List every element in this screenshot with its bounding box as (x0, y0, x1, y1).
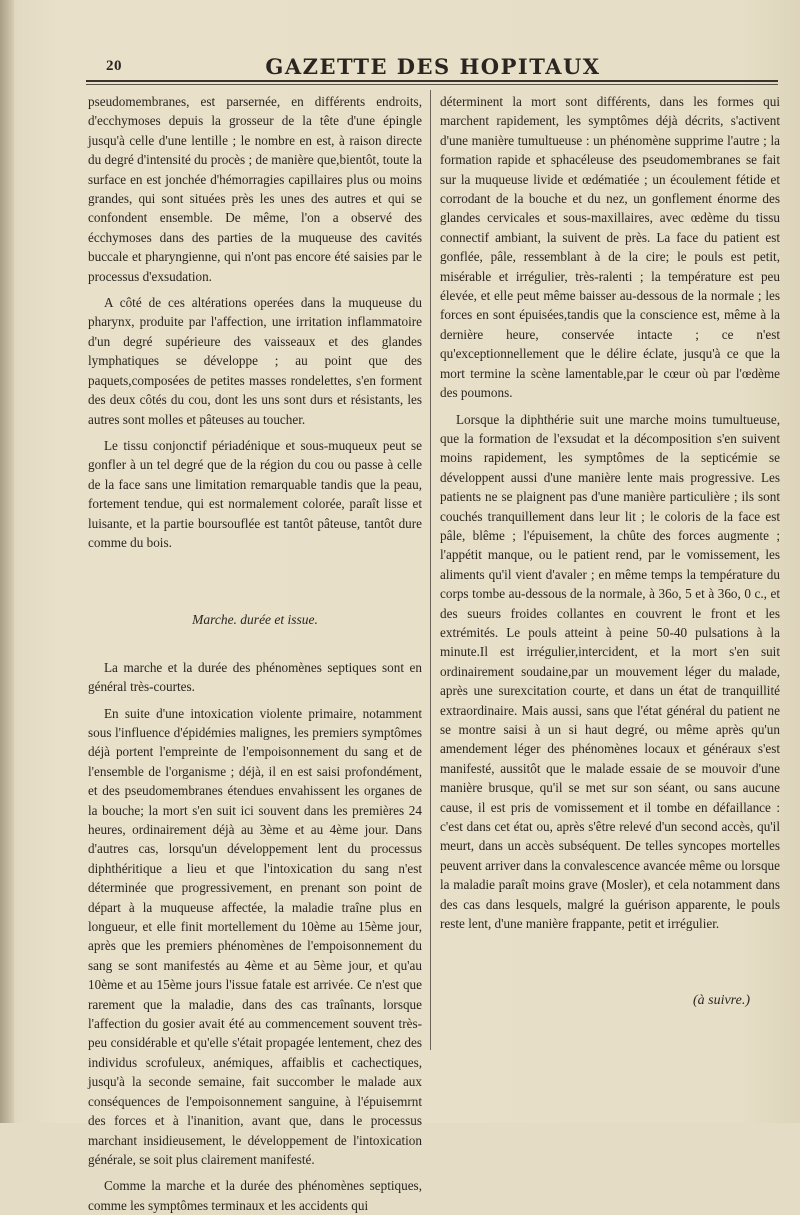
header-rule-thin (86, 84, 778, 85)
paragraph: Le tissu conjonctif périadénique et sous-muqueux peut se gonfler à un tel degré que de la région du cou ou passe à celle de la face sans une limitation remarquable tandis que la peau, fortement tendue, qui est normalement colorée, paraît lisse et luisante, et la partie boursouflée est tantôt pâteuse, tantôt dure comme du bois. (88, 437, 422, 550)
right-column (440, 92, 780, 1011)
column-divider (430, 90, 431, 1050)
page-header (86, 54, 780, 88)
paragraph: La marche et la durée des phénomènes septiques sont en général très-courtes. (88, 659, 422, 695)
header-rule (86, 80, 778, 82)
left-column (88, 92, 422, 1215)
section-heading: Marche. durée et issue. (192, 612, 318, 628)
page-spine-shadow (0, 0, 14, 1123)
paragraph: Lorsque la diphthérie suit une marche moins tumultueuse, que la formation de l'exsudat et la décomposition s'en suivent moins rapidement, les symptômes de la septicémie se développent aussi d'une manière lente mais progressive. Les patients ne se plaignent pas d'une manière particulière ; ils sont couchés tranquillement dans leur lit ; le coloris de la face est pâle, blême ; l'épuisement, la chûte des forces augmente ; l'appétit manque, ou le patient rend, par le vomissement, les aliments qu'il vient d'avaler ; en même temps la température du corps tombe au-dessous de la normale, à 36o, 5 et à 36o, 0 c., et des sueurs froides collantes en couvrent le front et les extrémités. Le pouls atteint à peine 50-40 pulsations à la minute.Il est irrégulier,intercident, et la mort s'en suit ordinairement soudaine,par un mouvement léger du malade, après une surexcitation courte, et dans un état de tranquillité extraordinaire. Mais aussi, sans que l'état général du patient ne se montre saisi à un si haut degré, ou même après qu'un amendement léger des phénomènes locaux et généraux s'est manifesté, aussitôt que le malade essaie de se mouvoir d'une manière brusque, qu'il se met sur son séant, ou sans aucune cause, il est pris de vomissement et il tombe en défaillance : c'est dans cet état ou, après s'être relevé d'un second accès, qu'il meurt, dans un accès subséquent. De telles syncopes mortelles peuvent arriver dans la convalescence avancée même ou lorsque la maladie paraît moins grave (Mosler), et cela notamment dans des cas dans lesquels, malgré la guérison apparente, le pouls reste lent, d'une manière frappante, petit et irrégulier. (440, 411, 780, 932)
paragraph: Comme la marche et la durée des phénomènes septiques, comme les symptômes terminaux et les accidents qui (88, 1178, 422, 1213)
to-be-continued-note: (à suivre.) (692, 993, 750, 1009)
paragraph: En suite d'une intoxication violente primaire, notamment sous l'influence d'épidémies malignes, les premiers symptômes déjà portent l'empreinte de l'empoisonnement du sang et de l'ensemble de l'organisme ; déjà, il en est saisi profondément, et des pseudomembranes étendues envahissent les organes de la bouche; la mort s'en suit ici souvent dans les premières 24 heures, ordinairement déjà au 3ème et au 4ème jour. Dans d'autres cas, lorsqu'un développement lent du processus diphthéritique a lieu et que l'intoxication du sang n'est déterminée que progressivement, en prenant son point de départ à la muqueuse affectée, la maladie traîne plus en longueur, et elle finit mortellement du 10ème au 15ème jour, après que les premiers phénomènes de l'empoisonnement du sang se sont manifestés au 4ème et au 5ème jour, et qu'au 10ème et au 15ème jours l'issue fatale est arrivée. Ce n'est que rarement que la maladie, dans des cas traînants, lorsque l'affection du gosier avait été au commencement souvent très-peu considérable et qu'elle s'était propagée lentement, chez des individus scrofuleux, anémiques, affaiblis et cachectiques, jusqu'à la seconde semaine, fait succomber le malade aux conséquences de l'empoisonnement sanguine, à l'épuisemrnt des forces et à l'inanition, avant que, dans le processus marchant insidieusement, le développement de l'intoxication générale, se soit plus clairement manifesté. (88, 705, 422, 1167)
paragraph: A côté de ces altérations operées dans la muqueuse du pharynx, produite par l'affection, une irritation inflammatoire d'un degré supérieure des vaisseaux et des glandes lymphatiques se développe ; au point que des paquets,composées de petites masses rondelettes, s'en forment des deux côtés du cou, dont les uns sont durs et résistants, les autres sont molles et pâteuses au toucher. (88, 295, 422, 427)
paragraph: déterminent la mort sont différents, dans les formes qui marchent rapidement, les symptômes déjà décrits, s'activent d'une manière tumultueuse : un phénomène supprime l'autre ; la formation rapide et sphacéleuse des pseudomembranes se fait sur la muqueuse livide et œdématiée ; un écoulement fétide et corrodant de la bouche et du nez, un gonflement énorme des glandes cervicales et sous-maxillaires, avec œdème du tissu connectif ambiant, la suivent de près. La face du patient est gonflée, pâle, ressemblant à de la cire; le pouls est petit, misérable et irrégulier, très-ralenti ; la température est peu élevée, et elle peut même baisser au-dessous de la normale ; les forces en sont épuisées,tandis que la conscience est, même à la dernière heure, conservée intacte ; ce n'est qu'exceptionnellement que le délire éclate, jusqu'à ce que la mort termine la scène lamentable,par le cœur où par l'œdème des poumons. (440, 94, 780, 401)
paragraph: pseudomembranes, est parsernée, en différents endroits, d'ecchymoses depuis la grosseur de la tête d'une épingle jusqu'à celle d'une lentille ; le nombre en est, à raison directe du degré d'intensité du procès ; de manière que,bientôt, toute la surface en est jonchée d'hémorragies capillaires plus ou moins grandes, qui sont situées près les unes des autres et qui se confondent ensemble. De même, l'on a observé des écchymoses dans des parties de la muqueuse des cavités buccale et pharyngienne, qui n'ont pas encore été saisies par le processus d'exsudation. (88, 94, 422, 284)
page-number: 20 (106, 58, 122, 74)
journal-title: GAZETTE DES HOPITAUX (265, 54, 601, 79)
